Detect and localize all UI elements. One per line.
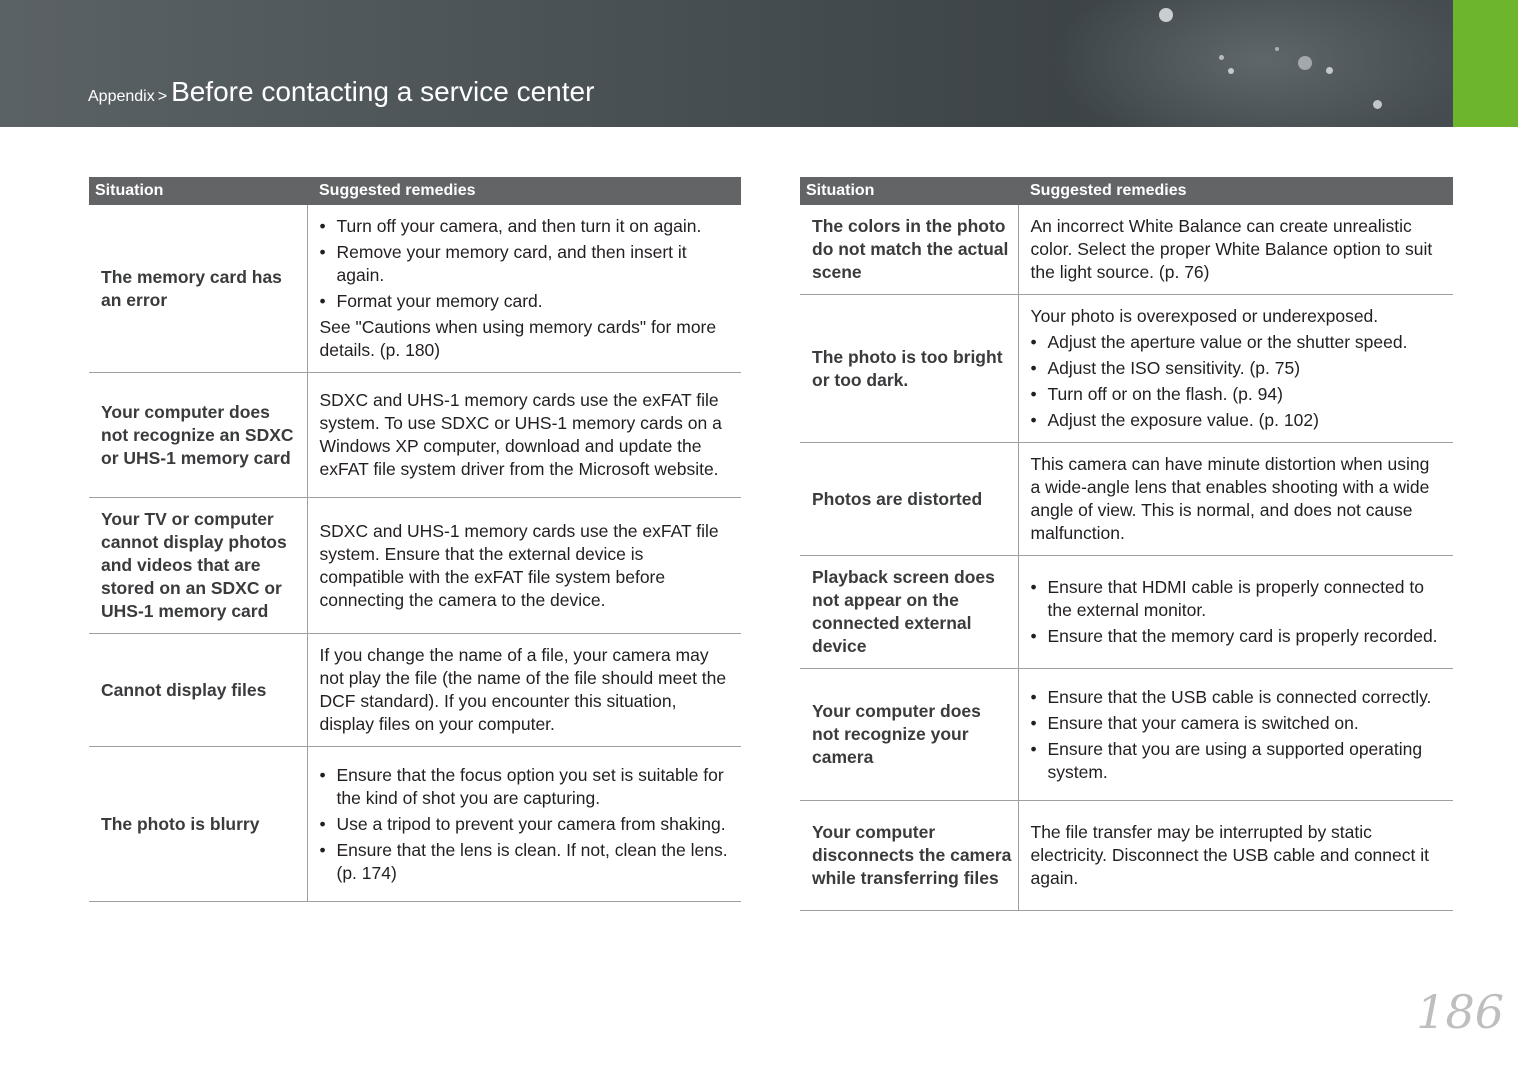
breadcrumb-separator: >: [157, 88, 168, 105]
list-item: • Remove your memory card, and then insert it again.: [320, 241, 732, 287]
remedy-list: [1031, 576, 1444, 648]
sparkle-dot: [1298, 56, 1312, 70]
remedy-cell: This camera can have minute distortion when using a wide-angle lens that enables shooting with a wide angle of view. This is normal, and does not cause malfunction.: [1018, 443, 1453, 556]
situation-cell: Your computer does not recognize an SDXC or UHS-1 memory card: [89, 373, 307, 498]
situation-cell: Playback screen does not appear on the connected external device: [800, 556, 1018, 669]
remedy-cell: If you change the name of a file, your camera may not play the file (the name of the file should meet the DCF standard). If you encounter this situation, display files on your computer.: [307, 634, 741, 747]
table-header-row: [89, 177, 741, 205]
remedy-list: [320, 764, 732, 885]
table-row: [800, 295, 1453, 443]
sparkle-dot: [1219, 55, 1224, 60]
situation-header: Situation: [89, 177, 307, 205]
list-item: • Ensure that the lens is clean. If not, clean the lens. (p. 174): [320, 839, 732, 885]
list-item: • Adjust the ISO sensitivity. (p. 75): [1031, 357, 1444, 380]
table-row: [89, 634, 741, 747]
list-item: • Adjust the exposure value. (p. 102): [1031, 409, 1444, 432]
table-row: [800, 669, 1453, 801]
remedy-cell: SDXC and UHS-1 memory cards use the exFAT file system. Ensure that the external device is compatible with the exFAT file system before connecting the camera to the device.: [307, 498, 741, 634]
list-item: • Adjust the aperture value or the shutter speed.: [1031, 331, 1444, 354]
remedy-cell: [307, 747, 741, 902]
table-row: [800, 443, 1453, 556]
table-row: [89, 205, 741, 373]
situation-cell: Your computer disconnects the camera while transferring files: [800, 801, 1018, 911]
table-row: [800, 801, 1453, 911]
header-glow: [1050, 0, 1470, 127]
situation-cell: Photos are distorted: [800, 443, 1018, 556]
situation-cell: Your computer does not recognize your camera: [800, 669, 1018, 801]
situation-cell: Cannot display files: [89, 634, 307, 747]
page-title: Before contacting a service center: [171, 76, 595, 107]
list-item: • Ensure that you are using a supported operating system.: [1031, 738, 1444, 784]
remedy-cell: The file transfer may be interrupted by static electricity. Disconnect the USB cable and connect it again.: [1018, 801, 1453, 911]
remedy-cell: [1018, 556, 1453, 669]
remedy-cell: [307, 205, 741, 373]
situation-cell: The photo is too bright or too dark.: [800, 295, 1018, 443]
remedy-cell: [1018, 295, 1453, 443]
table-row: [89, 498, 741, 634]
situation-cell: The memory card has an error: [89, 205, 307, 373]
page-header: [0, 0, 1518, 127]
remedy-intro: Your photo is overexposed or underexposed.: [1030, 306, 1379, 326]
breadcrumb: [88, 76, 594, 108]
list-item: • Ensure that the focus option you set is suitable for the kind of shot you are capturing.: [320, 764, 732, 810]
sparkle-dot: [1275, 47, 1279, 51]
table-row: [800, 556, 1453, 669]
situation-header: Situation: [800, 177, 1018, 205]
list-item: • Format your memory card.: [320, 290, 732, 313]
list-item: • Turn off or on the flash. (p. 94): [1031, 383, 1444, 406]
situation-cell: The photo is blurry: [89, 747, 307, 902]
sparkle-dot: [1373, 100, 1382, 109]
troubleshooting-table-right: [800, 177, 1453, 911]
table-header-row: [800, 177, 1453, 205]
remedy-cell: [1018, 669, 1453, 801]
page-number: 186: [1416, 985, 1504, 1039]
troubleshooting-table-left: [89, 177, 741, 902]
remedy-note: See "Cautions when using memory cards" for more details. (p. 180): [319, 317, 717, 360]
remedy-list: [320, 215, 732, 313]
list-item: • Ensure that your camera is switched on.: [1031, 712, 1444, 735]
list-item: • Ensure that HDMI cable is properly connected to the external monitor.: [1031, 576, 1444, 622]
accent-tab: [1453, 0, 1518, 127]
remedy-list: [1031, 686, 1444, 784]
breadcrumb-parent: Appendix: [88, 88, 155, 105]
remedy-list: [1031, 331, 1444, 432]
table-row: [89, 373, 741, 498]
list-item: • Ensure that the memory card is properly recorded.: [1031, 625, 1444, 648]
table-row: [89, 747, 741, 902]
situation-cell: Your TV or computer cannot display photos and videos that are stored on an SDXC or UHS-1 memory card: [89, 498, 307, 634]
table-row: [800, 205, 1453, 295]
remedies-header: Suggested remedies: [1018, 177, 1453, 205]
remedy-cell: SDXC and UHS-1 memory cards use the exFAT file system. To use SDXC or UHS-1 memory cards on a Windows XP computer, download and update the exFAT file system driver from the Microsoft website.: [307, 373, 741, 498]
sparkle-dot: [1228, 68, 1234, 74]
sparkle-dot: [1159, 8, 1173, 22]
list-item: • Use a tripod to prevent your camera from shaking.: [320, 813, 732, 836]
remedies-header: Suggested remedies: [307, 177, 741, 205]
list-item: • Ensure that the USB cable is connected correctly.: [1031, 686, 1444, 709]
situation-cell: The colors in the photo do not match the actual scene: [800, 205, 1018, 295]
remedy-cell: An incorrect White Balance can create unrealistic color. Select the proper White Balance option to suit the light source. (p. 76): [1018, 205, 1453, 295]
list-item: • Turn off your camera, and then turn it on again.: [320, 215, 732, 238]
sparkle-dot: [1326, 67, 1333, 74]
